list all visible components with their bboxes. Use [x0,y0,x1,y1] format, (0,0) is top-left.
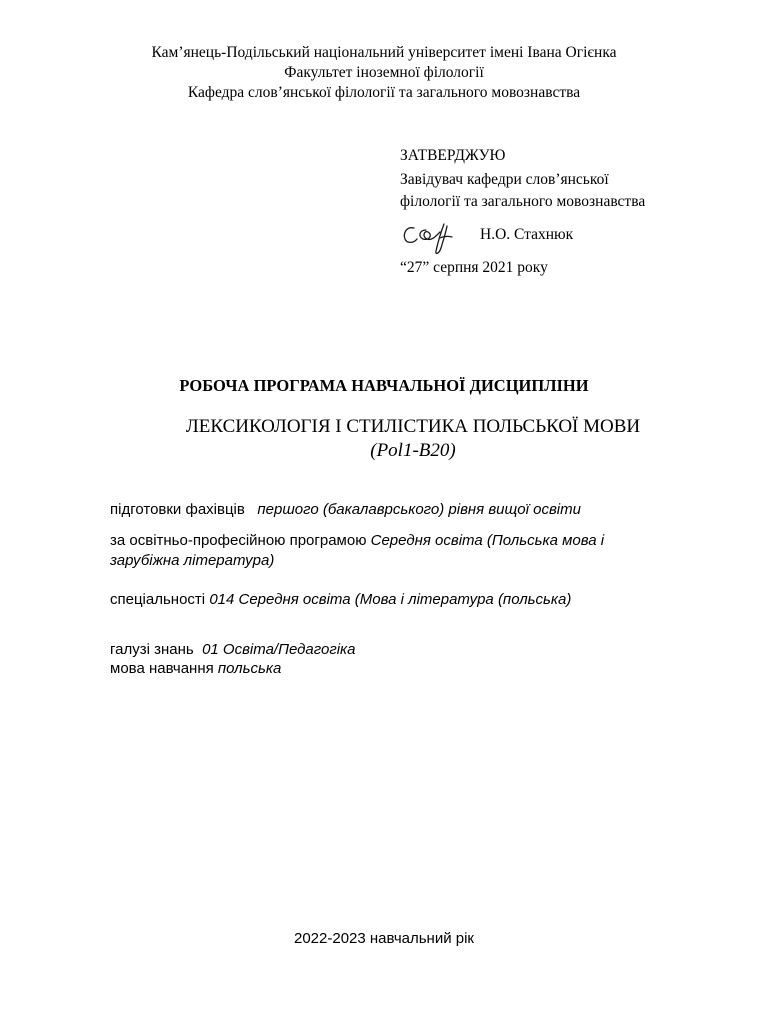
academic-year: 2022-2023 навчальний рік [294,930,474,947]
department-name: Кафедра слов’янської філології та загального мовознавства [187,84,581,101]
language-value: польська [217,660,282,677]
document-heading: РОБОЧА ПРОГРАМА НАВЧАЛЬНОЇ ДИСЦИПЛІНИ [179,376,589,395]
approval-date: “27” серпня 2021 року [400,259,548,276]
university-name: Кам’янець-Подільський національний університет імені Івана Огієнка [151,44,617,61]
specialty-label: спеціальності [110,591,206,608]
discipline-code: (Pol1-B20) [370,440,456,461]
knowledge-field-label: галузі знань [110,641,194,658]
educational-program-line2: зарубіжна література) [110,552,275,569]
approval-title: ЗАТВЕРДЖУЮ [400,147,506,164]
educational-program-value: Середня освіта (Польська мова і [370,532,605,549]
approval-position-line1: Завідувач кафедри слов’янської [400,171,609,188]
training-level-label: підготовки фахівців [110,501,245,518]
approval-position-line2: філології та загального мовознавства [400,193,646,210]
training-level-line [110,500,581,520]
faculty-name: Факультет іноземної філології [284,64,484,81]
specialty-value: 014 Середня освіта (Мова і література (польська) [209,591,572,608]
discipline-title: ЛЕКСИКОЛОГІЯ І СТИЛІСТИКА ПОЛЬСЬКОЇ МОВИ [185,416,641,437]
educational-program-line1 [110,531,604,551]
knowledge-field-value: 01 Освіта/Педагогіка [202,641,356,658]
training-level-value: першого (бакалаврського) рівня вищої освіти [257,501,581,518]
knowledge-field-line [110,640,355,660]
specialty-line [110,590,571,610]
approver-name: Н.О. Стахнюк [480,226,574,243]
language-line [110,659,281,679]
language-label: мова навчання [110,660,214,677]
educational-program-label: за освітньо-професійною програмою [110,532,367,549]
signature-icon [400,218,462,256]
